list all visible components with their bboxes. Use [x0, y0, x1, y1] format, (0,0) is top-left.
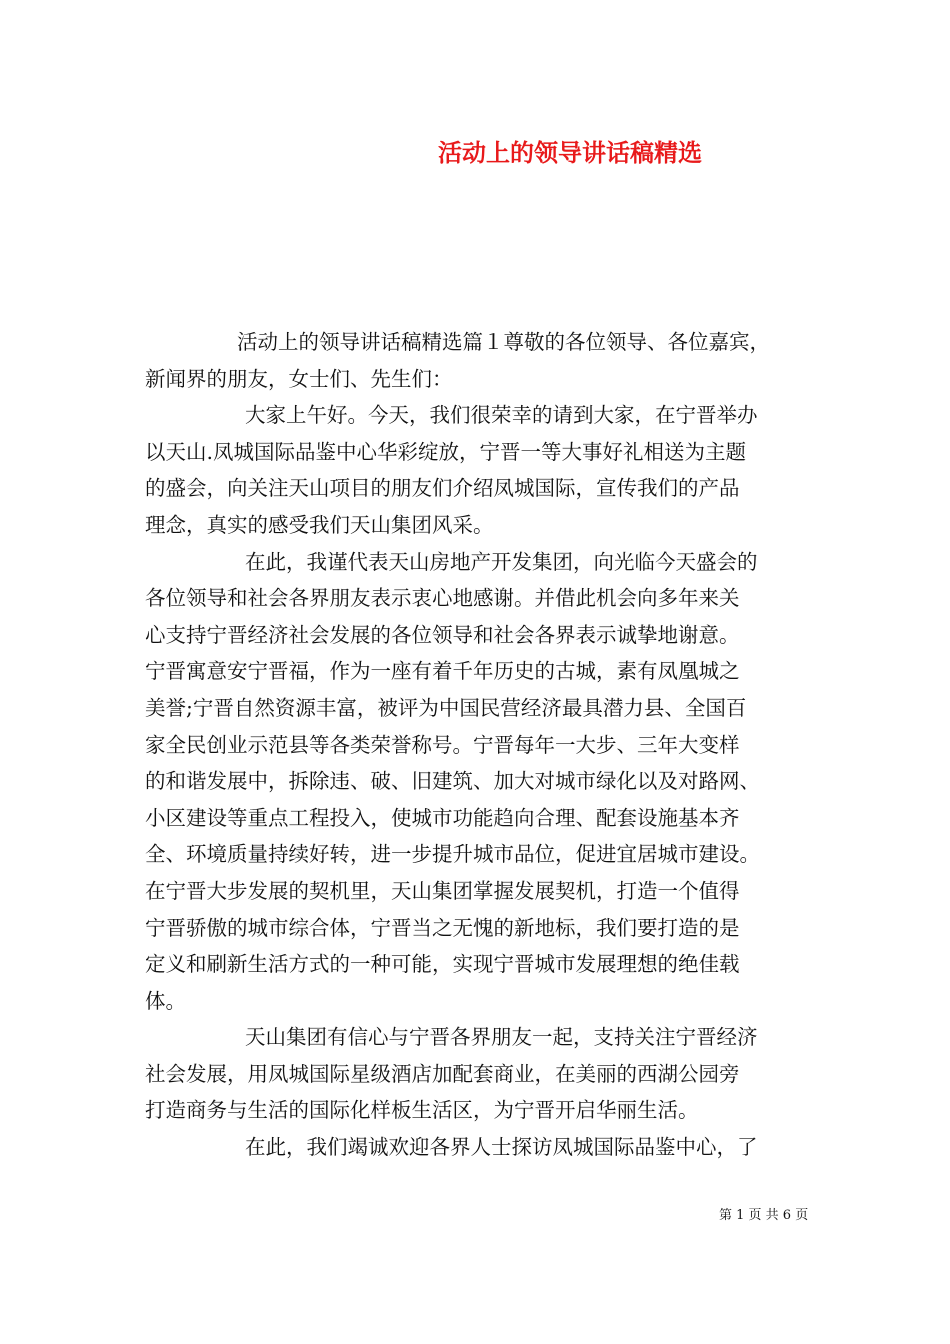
- paragraph-line: 天山集团有信心与宁晋各界朋友一起，支持关注宁晋经济: [245, 1025, 758, 1050]
- paragraph-line: 宁晋骄傲的城市综合体，宁晋当之无愧的新地标，我们要打造的是: [145, 915, 740, 940]
- paragraph-line: 在宁晋大步发展的契机里，天山集团掌握发展契机，打造一个值得: [145, 878, 740, 903]
- paragraph-line: 在此，我谨代表天山房地产开发集团，向光临今天盛会的: [245, 549, 758, 574]
- paragraph-line: 的和谐发展中，拆除违、破、旧建筑、加大对城市绿化以及对路网、: [145, 769, 760, 794]
- paragraph-line: 理念，真实的感受我们天山集团风采。: [145, 512, 494, 537]
- paragraph-line: 社会发展，用凤城国际星级酒店加配套商业，在美丽的西湖公园旁: [145, 1061, 740, 1086]
- paragraph-line: 的盛会，向关注天山项目的朋友们介绍凤城国际，宣传我们的产品: [145, 476, 740, 501]
- document-title: 活动上的领导讲话稿精选: [438, 138, 702, 167]
- paragraph-line: 大家上午好。今天，我们很荣幸的请到大家，在宁晋举办: [245, 403, 758, 428]
- paragraph-line: 宁晋寓意安宁晋福，作为一座有着千年历史的古城，素有凤凰城之: [145, 659, 740, 684]
- paragraph-line: 心支持宁晋经济社会发展的各位领导和社会各界表示诚挚地谢意。: [145, 622, 740, 647]
- paragraph-line: 体。: [145, 988, 186, 1013]
- paragraph-line: 新闻界的朋友，女士们、先生们：: [145, 366, 453, 391]
- paragraph-line: 小区建设等重点工程投入，使城市功能趋向合理、配套设施基本齐: [145, 805, 740, 830]
- paragraph-line: 以天山.凤城国际品鉴中心华彩绽放，宁晋一等大事好礼相送为主题: [145, 439, 747, 464]
- page-number: 第 1 页 共 6 页: [719, 1208, 809, 1223]
- paragraph-line: 活动上的领导讲话稿精选篇１尊敬的各位领导、各位嘉宾，: [237, 330, 770, 354]
- document-body: [145, 324, 820, 1166]
- paragraph-line: 打造商务与生活的国际化样板生活区，为宁晋开启华丽生活。: [145, 1098, 699, 1123]
- paragraph-line: 定义和刷新生活方式的一种可能，实现宁晋城市发展理想的绝佳载: [145, 952, 740, 977]
- paragraph-line: 美誉;宁晋自然资源丰富，被评为中国民营经济最具潜力县、全国百: [145, 695, 747, 720]
- paragraph-line: 家全民创业示范县等各类荣誉称号。宁晋每年一大步、三年大变样: [145, 732, 740, 757]
- paragraph-line: 各位领导和社会各界朋友表示衷心地感谢。并借此机会向多年来关: [145, 586, 740, 611]
- paragraph-line: 在此，我们竭诚欢迎各界人士探访凤城国际品鉴中心，了: [245, 1135, 758, 1160]
- paragraph-line: 全、环境质量持续好转，进一步提升城市品位，促进宜居城市建设。: [145, 842, 760, 867]
